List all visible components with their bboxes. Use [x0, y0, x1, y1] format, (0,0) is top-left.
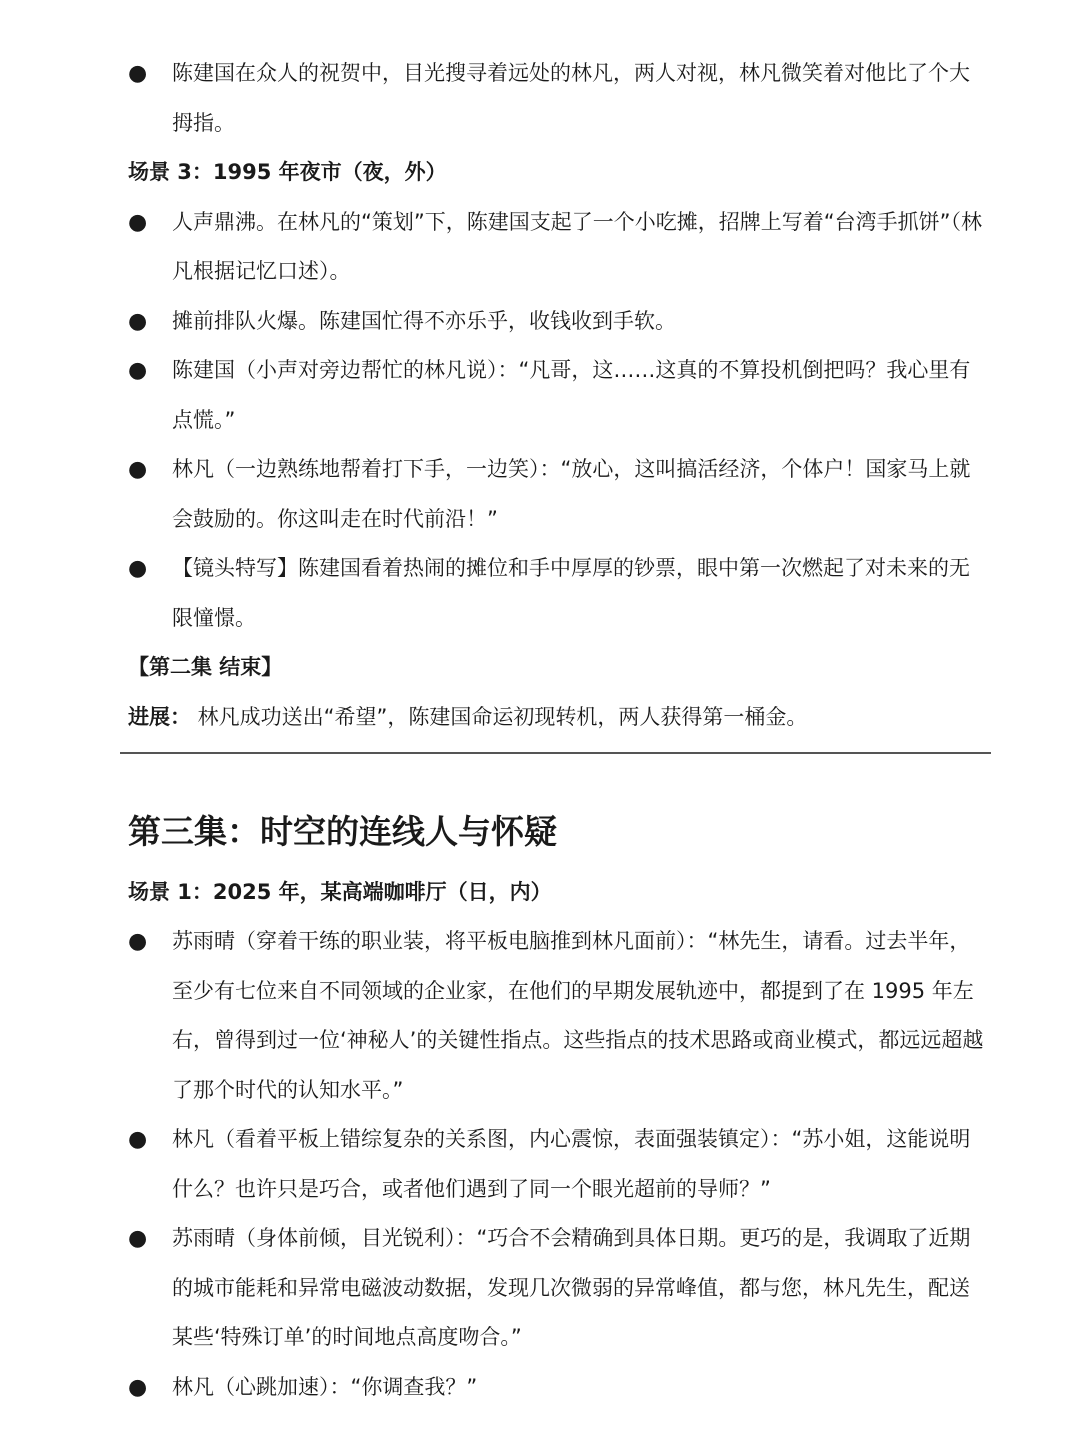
progress-text: 林凡成功送出“希望”，陈建国命运初现转机，两人获得第一桶金。	[191, 704, 808, 729]
list-item-text: 陈建国在众人的祝贺中，目光搜寻着远处的林凡，两人对视，林凡微笑着对他比了个大拇指。	[172, 61, 970, 135]
episode-three-header	[0, 808, 1080, 918]
bullet-dot: ●	[128, 308, 148, 334]
list-item	[0, 1115, 1080, 1214]
list-item	[0, 1214, 1080, 1363]
episode-title: 第三集：时空的连线人与怀疑	[128, 812, 557, 851]
list-item-text: 苏雨晴（身体前倾，目光锐利）：“巧合不会精确到具体日期。更巧的是，我调取了近期的城市能耗和异常电磁波动数据，发现几次微弱的异常峰值，都与您，林凡先生，配送某些‘特殊订单’的时间地点高度吻合。”	[172, 1226, 971, 1349]
bullet-dot: ●	[128, 1226, 148, 1251]
list-item-text: 【镜头特写】陈建国看着热闹的摊位和手中厚厚的钞票，眼中第一次燃起了对未来的无限憧憬。	[172, 556, 970, 630]
progress-label: 进展：	[128, 704, 191, 729]
list-item-text: 陈建国（小声对旁边帮忙的林凡说）：“凡哥，这……这真的不算投机倒把吗？我心里有点慌。”	[172, 358, 971, 432]
bullet-dot: ●	[128, 358, 148, 383]
episode-end-marker: 【第二集 结束】	[128, 655, 283, 679]
bullet-dot: ●	[128, 1374, 148, 1400]
list-item	[0, 1363, 1080, 1413]
bullet-dot: ●	[128, 209, 148, 235]
list-item-text: 摊前排队火爆。陈建国忙得不亦乐乎，收钱收到手软。	[172, 308, 676, 333]
bullet-dot: ●	[128, 61, 148, 86]
list-item-text: 林凡（看着平板上错综复杂的关系图，内心震惊，表面强装镇定）：“苏小姐，这能说明什么？也许只是巧合，或者他们遇到了同一个眼光超前的导师？”	[172, 1127, 971, 1201]
list-item	[0, 917, 1080, 1115]
bullet-dot: ●	[128, 556, 148, 581]
bullet-dot: ●	[128, 1127, 148, 1152]
section-divider	[120, 752, 991, 754]
scene-1-list	[0, 917, 1080, 1412]
list-item	[0, 445, 1080, 544]
list-item-text: 林凡（心跳加速）：“你调查我？”	[172, 1374, 478, 1399]
bullet-dot: ●	[128, 929, 148, 954]
list-item	[0, 49, 1080, 148]
bullet-dot: ●	[128, 457, 148, 482]
progress-summary	[0, 693, 1080, 743]
scene-3-heading: 场景 3：1995 年夜市（夜，外）	[128, 160, 447, 184]
list-item	[0, 297, 1080, 347]
scene-1-heading: 场景 1：2025 年，某高端咖啡厅（日，内）	[128, 880, 552, 904]
list-item	[0, 544, 1080, 643]
list-item	[0, 346, 1080, 445]
episode-two-section	[0, 49, 1080, 742]
list-item	[0, 198, 1080, 297]
list-item-text: 林凡（一边熟练地帮着打下手，一边笑）：“放心，这叫搞活经济，个体户！国家马上就会鼓励的。你这叫走在时代前沿！”	[172, 457, 971, 531]
list-item-text: 人声鼎沸。在林凡的“策划”下，陈建国支起了一个小吃摊，招牌上写着“台湾手抓饼”（林凡根据记忆口述）。	[172, 209, 983, 283]
list-item-text: 苏雨晴（穿着干练的职业装，将平板电脑推到林凡面前）：“林先生，请看。过去半年，至少有七位来自不同领域的企业家，在他们的早期发展轨迹中，都提到了在 1995 年左右，曾得到过一位‘神秘人’的关键性指点。这些指点的技术思路或商业模式，都远远超越了那个时代的认知水平。”	[172, 929, 984, 1102]
